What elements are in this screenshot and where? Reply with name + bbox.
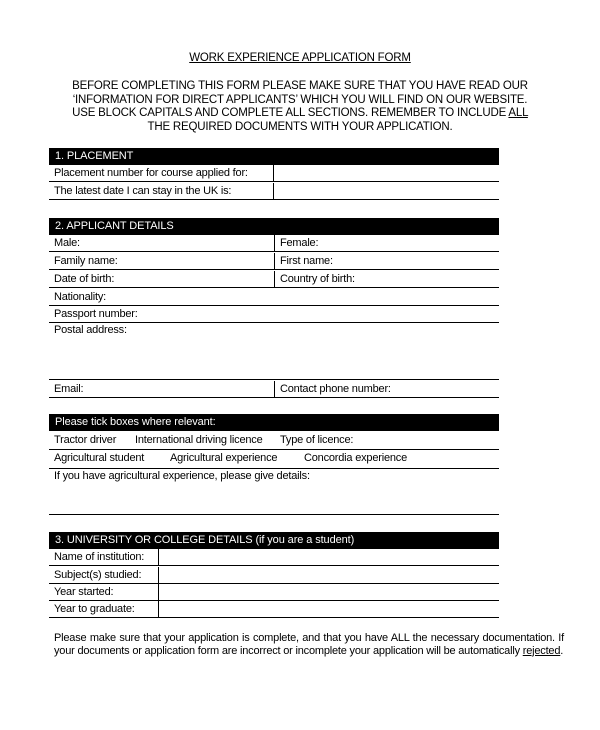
- first-name-field[interactable]: First name:: [274, 253, 499, 270]
- institution-input[interactable]: [159, 549, 499, 566]
- nationality-field[interactable]: Nationality:: [49, 289, 499, 306]
- agri-student-checkbox[interactable]: Agricultural student: [54, 452, 145, 464]
- year-started-label: Year started:: [49, 584, 159, 601]
- agri-experience-checkbox[interactable]: Agricultural experience: [170, 452, 278, 464]
- placement-number-label: Placement number for course applied for:: [49, 165, 274, 182]
- section-header-placement: 1. PLACEMENT: [49, 148, 499, 165]
- subjects-input[interactable]: [159, 567, 499, 584]
- agri-details-field[interactable]: [49, 468, 499, 515]
- placement-number-input[interactable]: [274, 165, 499, 182]
- postal-address-label: Postal address:: [54, 324, 127, 336]
- section-header-university: 3. UNIVERSITY OR COLLEGE DETAILS (if you are a student): [49, 532, 499, 549]
- country-of-birth-field[interactable]: Country of birth:: [274, 271, 499, 288]
- email-field[interactable]: Email:: [49, 381, 274, 398]
- agri-details-label: If you have agricultural experience, please give details:: [54, 470, 310, 482]
- footer-note: [54, 632, 564, 657]
- intl-licence-checkbox[interactable]: International driving licence: [135, 434, 263, 446]
- latest-date-label: The latest date I can stay in the UK is:: [49, 183, 274, 200]
- footer-text: Please make sure that your application is complete, and that you have ALL the necessary documentation. If your documents or application form are incorrect or incomplete your application will be automatically: [54, 632, 564, 657]
- intro-emphasis: ALL: [508, 107, 528, 119]
- tick-row-1: [49, 431, 499, 450]
- subjects-label: Subject(s) studied:: [49, 567, 159, 584]
- tractor-driver-checkbox[interactable]: Tractor driver: [54, 434, 117, 446]
- year-started-input[interactable]: [159, 584, 499, 601]
- institution-label: Name of institution:: [49, 549, 159, 566]
- concordia-checkbox[interactable]: Concordia experience: [304, 452, 408, 464]
- section-header-tick: Please tick boxes where relevant:: [49, 414, 499, 431]
- licence-type-field[interactable]: Type of licence:: [280, 434, 354, 446]
- female-field[interactable]: Female:: [274, 235, 499, 252]
- year-graduate-input[interactable]: [159, 601, 499, 618]
- form-title: WORK EXPERIENCE APPLICATION FORM: [189, 52, 411, 64]
- intro-text-2: THE REQUIRED DOCUMENTS WITH YOUR APPLICATION.: [147, 120, 453, 133]
- family-name-field[interactable]: Family name:: [49, 253, 274, 270]
- contact-phone-field[interactable]: Contact phone number:: [274, 381, 499, 398]
- year-graduate-label: Year to graduate:: [49, 601, 159, 618]
- intro-text-1: BEFORE COMPLETING THIS FORM PLEASE MAKE SURE THAT YOU HAVE READ OUR ‘INFORMATION FOR DIRECT APPLICANTS’ WHICH YOU WILL FIND ON OUR WEBSITE. USE BLOCK CAPITALS AND COMPLETE ALL SECTIONS. REMEMBER TO INCLUDE: [72, 80, 528, 119]
- passport-field[interactable]: Passport number:: [49, 306, 499, 323]
- form-instructions: [70, 80, 530, 134]
- section-header-applicant: 2. APPLICANT DETAILS: [49, 218, 499, 235]
- footer-rejected: rejected: [522, 644, 561, 657]
- latest-date-input[interactable]: [274, 183, 499, 200]
- dob-field[interactable]: Date of birth:: [49, 271, 274, 288]
- postal-address-field[interactable]: [49, 322, 499, 380]
- male-field[interactable]: Male:: [49, 235, 274, 252]
- footer-end: .: [560, 644, 564, 657]
